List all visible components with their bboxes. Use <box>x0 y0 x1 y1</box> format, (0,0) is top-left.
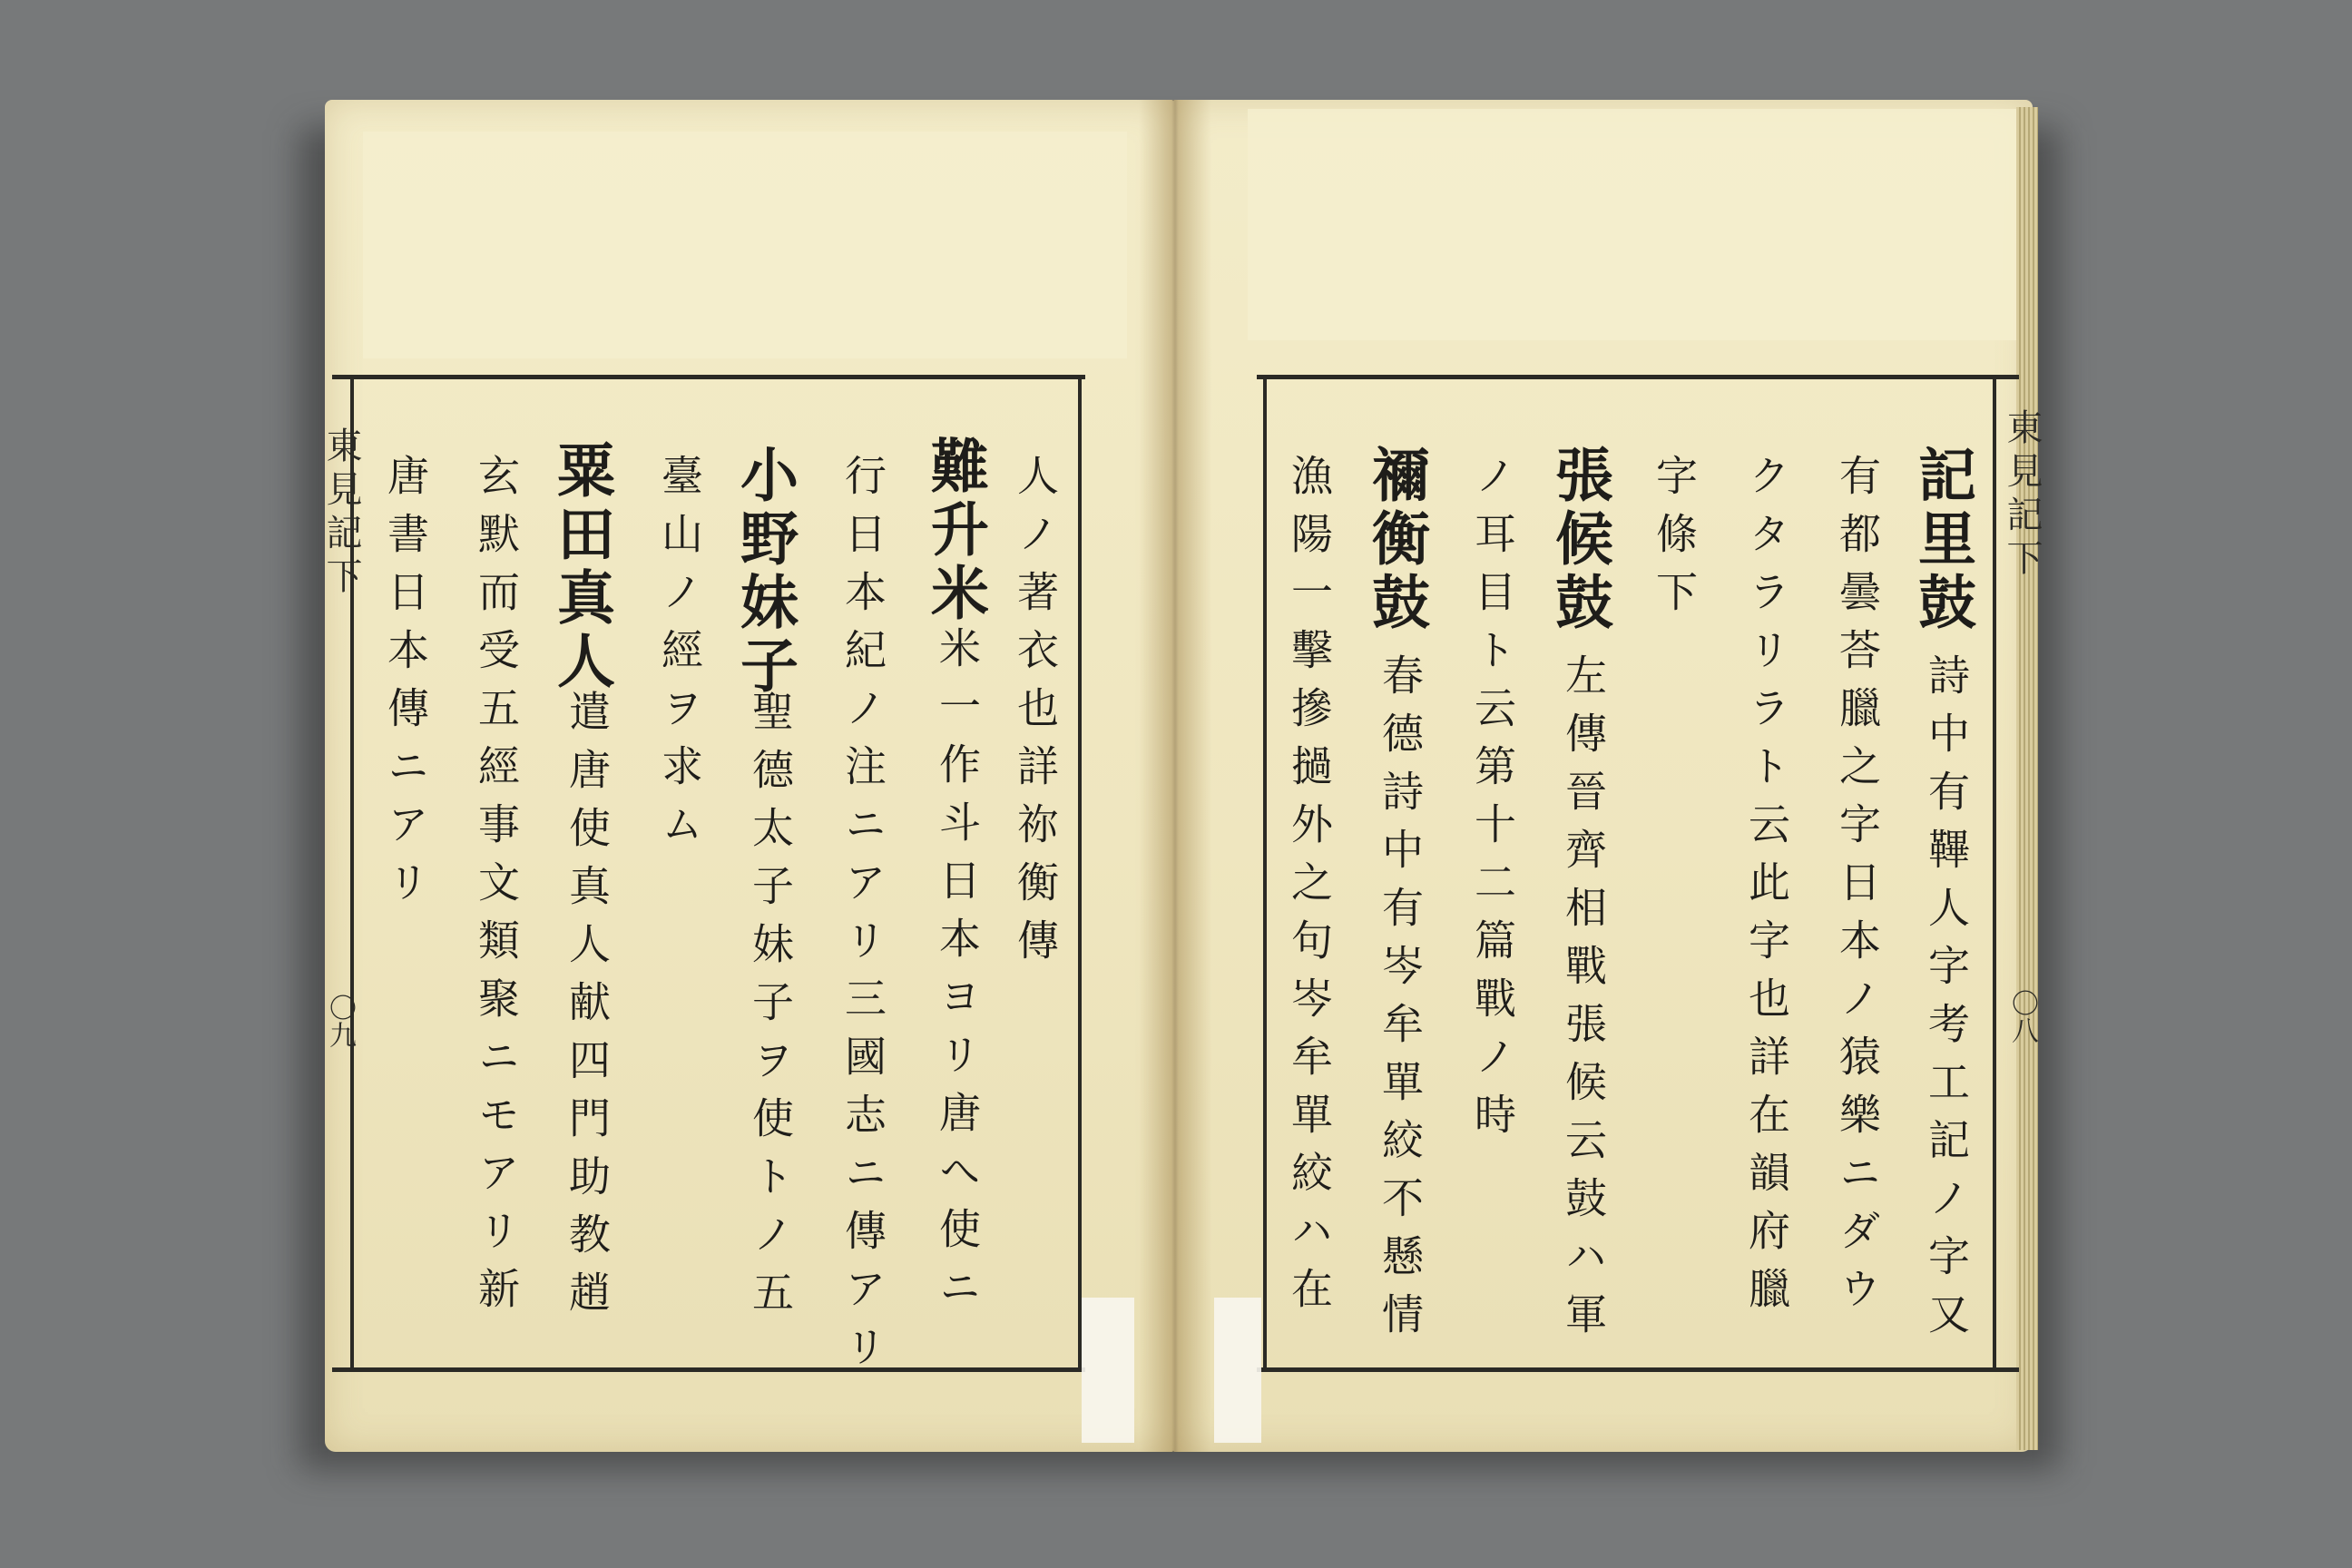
right-frame-bottom-rule <box>1257 1367 2019 1372</box>
left-col-8: 唐書日本傳ニアリ <box>381 454 430 918</box>
left-frame-top-rule <box>332 375 1085 379</box>
gutter-tab-left <box>1082 1298 1134 1443</box>
right-col-1b: 詩中有鞸人字考工記ノ字又 <box>1922 653 1971 1350</box>
right-col-4: 字條下 <box>1650 454 1699 628</box>
left-margin-title: 東見記下 <box>320 426 362 601</box>
left-col-6-heading: 粟田真人 <box>547 440 615 694</box>
gutter-tab-right <box>1214 1298 1261 1443</box>
right-col-7b: 春德詩中有岑牟單絞不懸情 <box>1376 653 1425 1350</box>
right-col-5-heading: 張候鼓 <box>1545 445 1613 635</box>
left-col-2-heading: 難升米 <box>921 436 989 626</box>
right-frame-left-rule <box>1263 375 1267 1372</box>
right-col-7-heading: 禰衡鼓 <box>1362 445 1430 635</box>
right-col-6: ノ耳目ト云第十二篇戰ノ時 <box>1468 454 1517 1151</box>
left-col-4-heading: 小野妹子 <box>730 445 799 699</box>
right-col-2: 有都曇荅臘之字日本ノ猿樂ニダウ <box>1833 454 1882 1325</box>
left-frame-bottom-rule <box>332 1367 1085 1372</box>
right-page-overlay-sheet <box>1248 109 2019 340</box>
right-col-5b: 左傳晉齊相戰張候云鼓ハ軍 <box>1559 653 1608 1350</box>
left-col-4b: 聖德太子妹子ヲ使トノ五 <box>746 690 795 1328</box>
right-col-8: 漁陽一擊摻撾外之句岑牟單絞ハ在 <box>1285 454 1334 1325</box>
right-margin-title: 東見記下 <box>2001 408 2043 583</box>
right-col-3: クタラリラト云此字也詳在韻府臘 <box>1742 454 1791 1325</box>
left-page-overlay-sheet <box>363 132 1127 358</box>
left-col-2b: 米一作斗日本ヨリ唐へ使ニ <box>933 626 982 1323</box>
left-col-5: 臺山ノ經ヲ求ム <box>655 454 704 860</box>
left-frame-right-rule <box>1078 375 1082 1372</box>
left-col-6b: 遣唐使真人献四門助教趙 <box>563 690 612 1328</box>
left-folio: 〇九 <box>324 994 356 1048</box>
right-folio: 〇八 <box>2006 989 2038 1044</box>
page-block-edge <box>2016 107 2038 1450</box>
left-col-1: 人ノ著衣也詳祢衡傳 <box>1011 454 1060 976</box>
right-frame-top-rule <box>1257 375 2019 379</box>
left-col-7: 玄默而受五經事文類聚ニモアリ新 <box>472 454 521 1325</box>
left-col-3: 行日本紀ノ注ニアリ三國志ニ傳アリ <box>838 454 887 1383</box>
right-col-1-heading: 記里鼓 <box>1908 445 1976 635</box>
book-spine <box>1139 100 1211 1452</box>
